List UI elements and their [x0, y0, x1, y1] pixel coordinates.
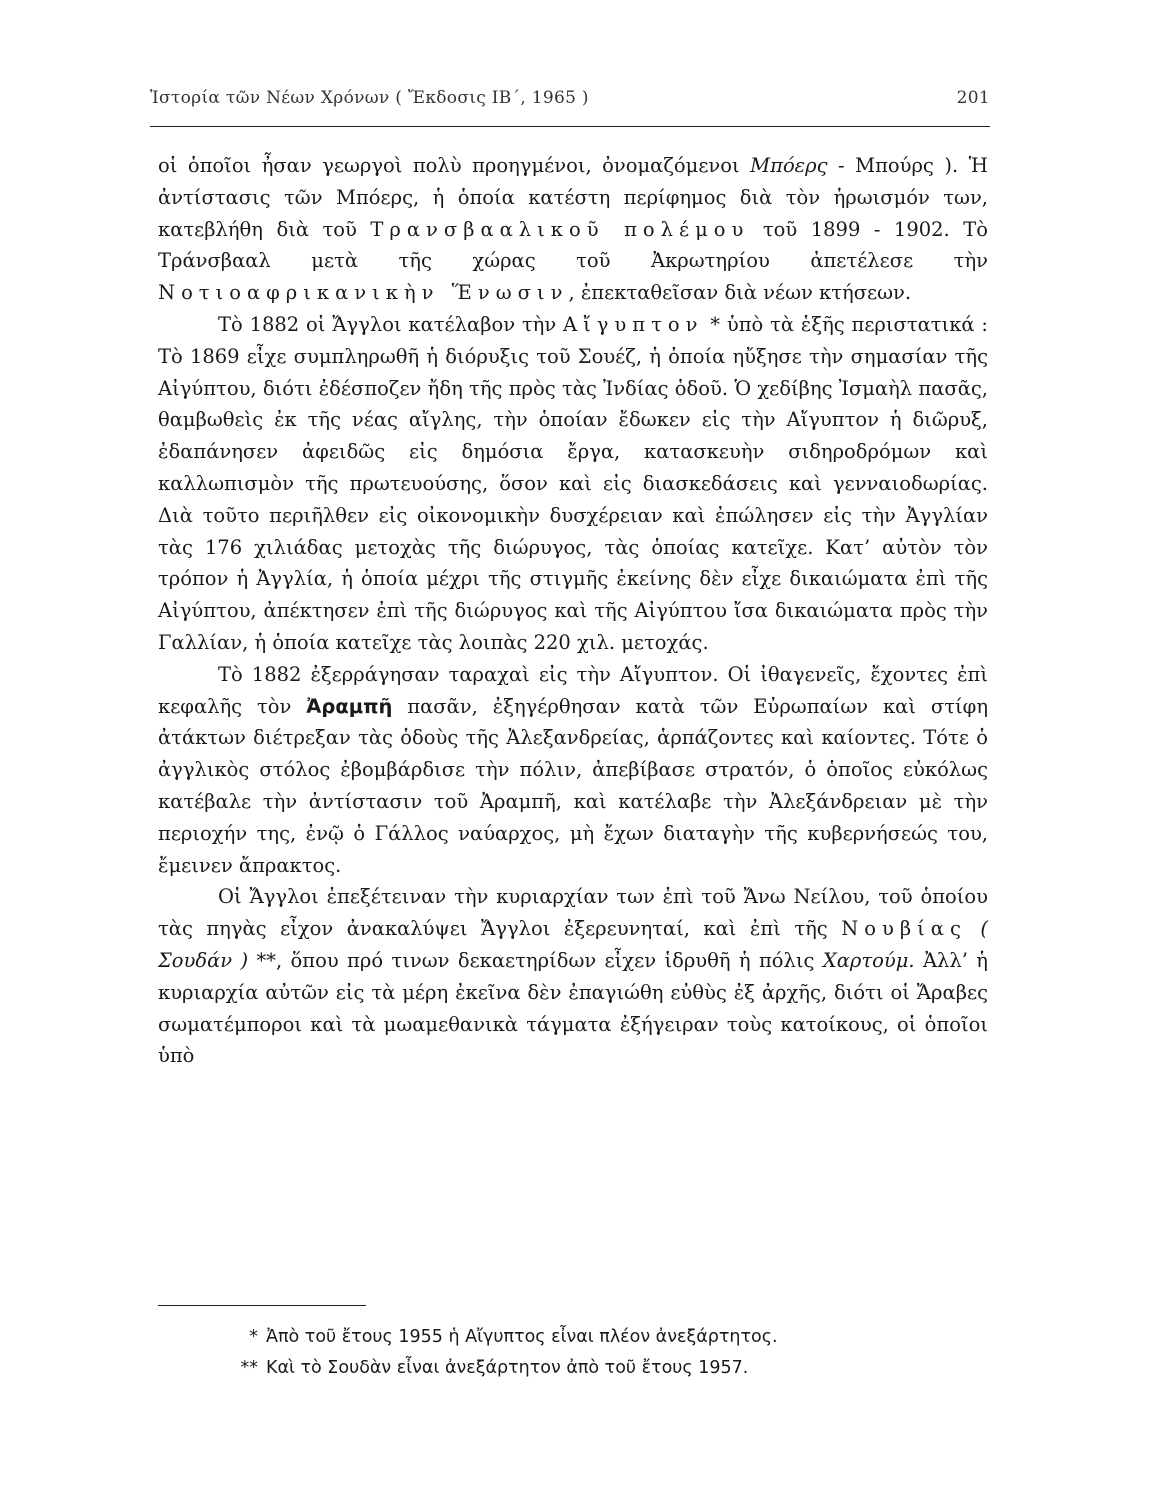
bold-term: Ἀραμπῆ	[306, 694, 393, 718]
footnote-rule	[158, 1305, 366, 1306]
text-run: πασᾶν, ἐξηγέρθησαν κατὰ τῶν Εὐρωπαίων καὶ στίφη ἀτάκτων διέτρεξαν τὰς ὁδοὺς τῆς Ἀλεξανδρείας, ἁρπάζοντες καὶ καίοντες. Τότε ὁ ἀγγλικὸς στόλος ἐβομβάρδισε τὴν πόλιν, ἀπεβίβασε στρατόν, ὁ ὁποῖος εὐκόλως κατέβαλε τὴν ἀντίστασιν τοῦ Ἀραμπῆ, καὶ κατέλαβε τὴν Ἀλεξάνδρειαν μὲ τὴν περιοχήν της, ἐνῷ ὁ Γάλλος ναύαρχος, μὴ ἔχων διαταγὴν τῆς κυβερνήσεώς του, ἔμεινεν ἄπρακτος.	[158, 694, 988, 877]
footnote-1	[222, 1322, 982, 1353]
text-run: τοῦ 1899 - 1902. Τὸ Τράνσβααλ μετὰ τῆς χώρας τοῦ Ἀκρωτηρίου ἀπετέλεσε τὴν	[158, 217, 988, 273]
text-run: * ὑπὸ τὰ ἑξῆς περιστατικά : Τὸ 1869 εἶχε συμπληρωθῆ ἡ διόρυξις τοῦ Σουέζ, ἡ ὁποία ηὔξησε τὴν σημασίαν τῆς Αἰγύπτου, διότι ἐδέσποζεν ἤδη τῆς πρὸς τὰς Ἰνδίας ὁδοῦ. Ὁ χεδίβης Ἰσμαὴλ πασᾶς, θαμβωθεὶς ἐκ τῆς νέας αἴγλης, τὴν ὁποίαν ἔδωκεν εἰς τὴν Αἴγυπτον ἡ διῶρυξ, ἐδαπάνησεν ἀφειδῶς εἰς δημόσια ἔργα, κατασκευὴν σιδηροδρόμων καὶ καλλωπισμὸν τῆς πρωτευούσης, ὅσον καὶ εἰς διασκεδάσεις καὶ γενναιοδωρίας. Διὰ τοῦτο περιῆλθεν εἰς οἰκονομικὴν δυσχέρειαν καὶ ἐπώλησεν εἰς τὴν Ἀγγλίαν τὰς 176 χιλιάδας μετοχὰς τῆς διώρυγος, τὰς ὁποίας κατεῖχε. Κατ’ αὐτὸν τὸν τρόπον ἡ Ἀγγλία, ἡ ὁποία μέχρι τῆς στιγμῆς ἐκείνης δὲν εἶχε δικαιώματα ἐπὶ τῆς Αἰγύπτου, ἀπέκτησεν ἐπὶ τῆς διώρυγος καὶ τῆς Αἰγύπτου ἴσα δικαιώματα πρὸς τὴν Γαλλίαν, ἡ ὁποία κατεῖχε τὰς λοιπὰς 220 χιλ. μετοχάς.	[158, 312, 988, 654]
italic-term: Χαρτούμ.	[822, 948, 915, 972]
running-title: Ἱστορία τῶν Νέων Χρόνων ( Ἔκδοσις ΙΒ΄, 1965 )	[150, 88, 589, 108]
header-rule	[150, 126, 990, 127]
spaced-term: Νοτιοαφρικανικὴν Ἕνωσιν	[158, 281, 569, 305]
italic-term: Μπόερς	[750, 154, 828, 177]
spaced-term: Αἴγυπτον	[563, 312, 704, 336]
text-run: , ἐπεκταθεῖσαν διὰ νέων κτήσεων.	[568, 281, 912, 305]
text-run: οἱ ὁποῖοι ἦσαν γεωργοὶ πολὺ προηγμένοι, ὀνομαζόμενοι	[158, 154, 751, 177]
text-run: Ἀλλ’ ἡ κυριαρχία αὐτῶν εἰς τὰ μέρη ἐκεῖνα δὲν ἐπαγιώθη εὐθὺς ἐξ ἀρχῆς, διότι οἱ Ἄραβες σωματέμποροι καὶ τὰ μωαμεθανικὰ τάγματα ἐξήγειραν τοὺς κατοίκους, οἱ ὁποῖοι ὑπὸ	[158, 948, 988, 1068]
text-run: **, ὅπου πρό τινων δεκαετηρίδων εἶχεν ἱδρυθῆ ἡ πόλις	[248, 948, 823, 972]
text-run: - Μπούρς ). Ἡ ἀντίστασις τῶν Μπόερς, ἡ ὁποία κατέστη περίφημος διὰ τὸν ἡρωισμόν των, κατεβλήθη διὰ τοῦ	[158, 154, 988, 241]
spaced-term: Νουβίας	[841, 917, 967, 941]
page-header	[150, 88, 990, 108]
paragraph-1	[158, 150, 988, 309]
text-run: Τὸ 1882 οἱ Ἄγγλοι κατέλαβον τὴν	[218, 312, 564, 336]
page-number: 201	[956, 88, 990, 108]
italic-term: ( Σουδάν )	[158, 917, 988, 972]
body-text	[158, 150, 988, 1072]
paragraph-2	[158, 309, 988, 659]
paragraph-3	[158, 659, 988, 882]
spaced-term: Τρανσβααλικοῦ πολέμου	[370, 217, 750, 241]
footnote-mark: *	[249, 1327, 258, 1347]
footnote-2	[222, 1353, 982, 1384]
footnote-text: Καὶ τὸ Σουδὰν εἶναι ἀνεξάρτητον ἀπὸ τοῦ ἔτους 1957.	[266, 1358, 749, 1378]
paragraph-4	[158, 881, 988, 1072]
footnote-text: Ἀπὸ τοῦ ἔτους 1955 ἡ Αἴγυπτος εἶναι πλέον ἀνεξάρτητος.	[266, 1327, 778, 1347]
text-run: Οἱ Ἄγγλοι ἐπεξέτειναν τὴν κυριαρχίαν των ἐπὶ τοῦ Ἄνω Νείλου, τοῦ ὁποίου τὰς πηγὰς εἶχον ἀνακαλύψει Ἄγγλοι ἐξερευνηταί, καὶ ἐπὶ τῆς	[158, 885, 988, 941]
footnotes	[222, 1322, 982, 1384]
footnote-mark: **	[240, 1358, 258, 1378]
text-run: Τὸ 1882 ἐξερράγησαν ταραχαὶ εἰς τὴν Αἴγυπτον. Οἱ ἰθαγενεῖς, ἔχοντες ἐπὶ κεφαλῆς τὸν	[158, 662, 988, 718]
